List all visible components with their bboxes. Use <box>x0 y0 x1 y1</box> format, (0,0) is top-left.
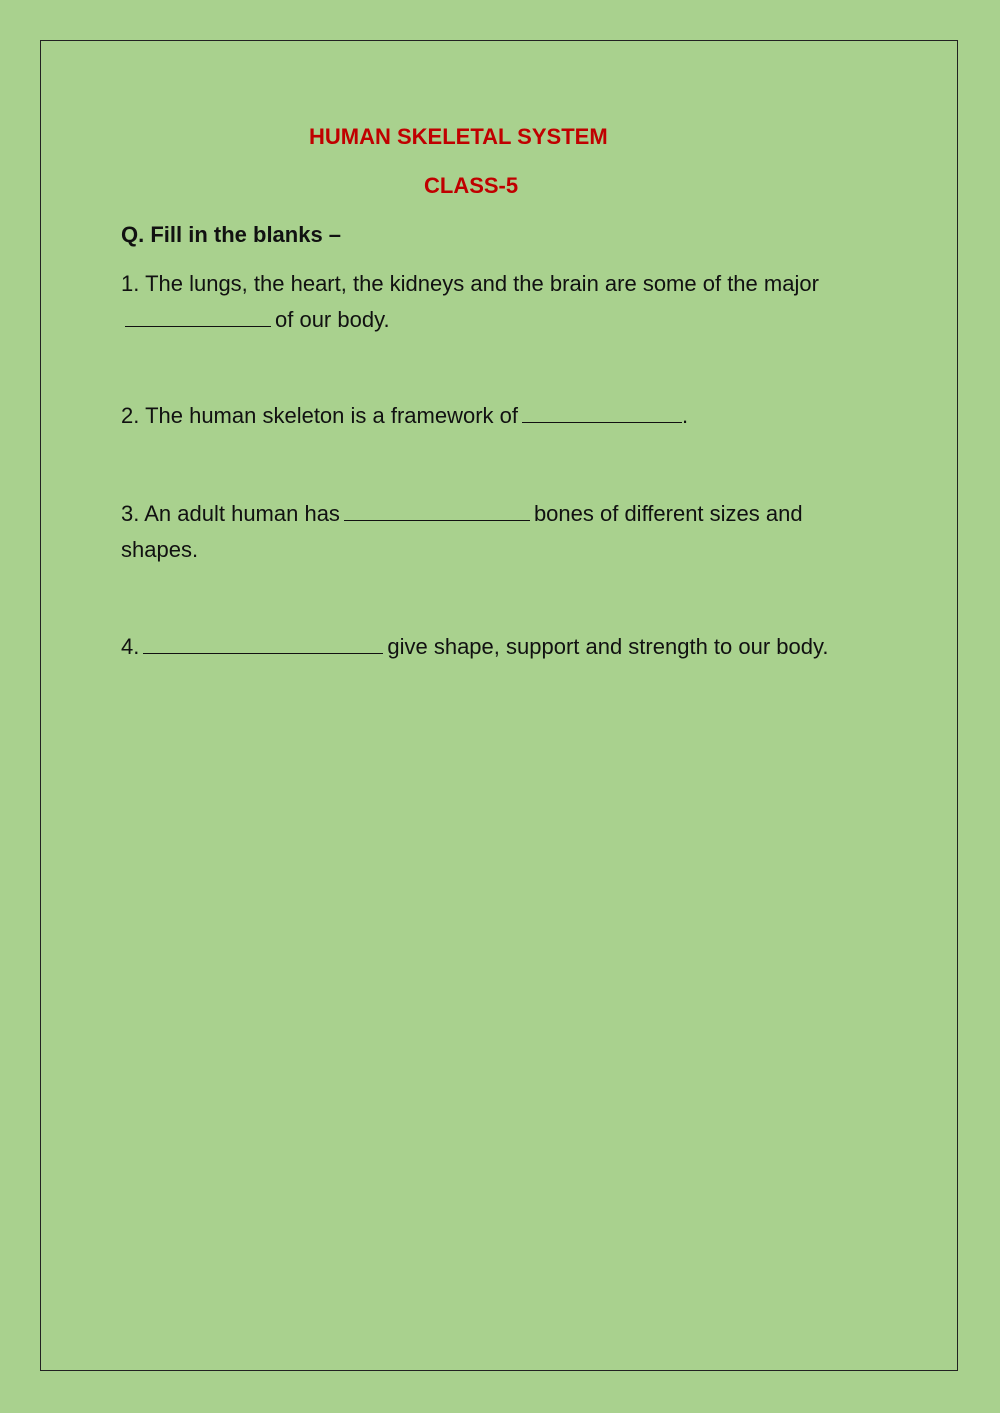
question-2-text-after: . <box>682 403 689 428</box>
question-2 <box>121 398 881 434</box>
question-4 <box>121 629 881 665</box>
question-1-text-before: 1. The lungs, the heart, the kidneys and the brain are some of the major <box>121 271 819 296</box>
question-2-text-before: 2. The human skeleton is a framework of <box>121 403 519 428</box>
question-4-text-after: give shape, support and strength to our body. <box>387 634 829 659</box>
question-4-text-before: 4. <box>121 634 140 659</box>
instruction-heading: Q. Fill in the blanks – <box>121 222 342 247</box>
question-3-text-before: 3. An adult human has <box>121 501 340 526</box>
class-label: CLASS-5 <box>424 173 519 198</box>
question-3-blank[interactable] <box>344 498 530 521</box>
question-1-blank[interactable] <box>125 304 271 327</box>
question-3 <box>121 496 881 568</box>
question-4-blank[interactable] <box>143 631 383 654</box>
worksheet-title: HUMAN SKELETAL SYSTEM <box>309 124 608 149</box>
question-3-text-after: bones of different sizes and shapes. <box>121 501 803 562</box>
question-2-blank[interactable] <box>522 400 682 423</box>
question-1-text-after: of our body. <box>275 307 390 332</box>
question-1 <box>121 266 881 338</box>
